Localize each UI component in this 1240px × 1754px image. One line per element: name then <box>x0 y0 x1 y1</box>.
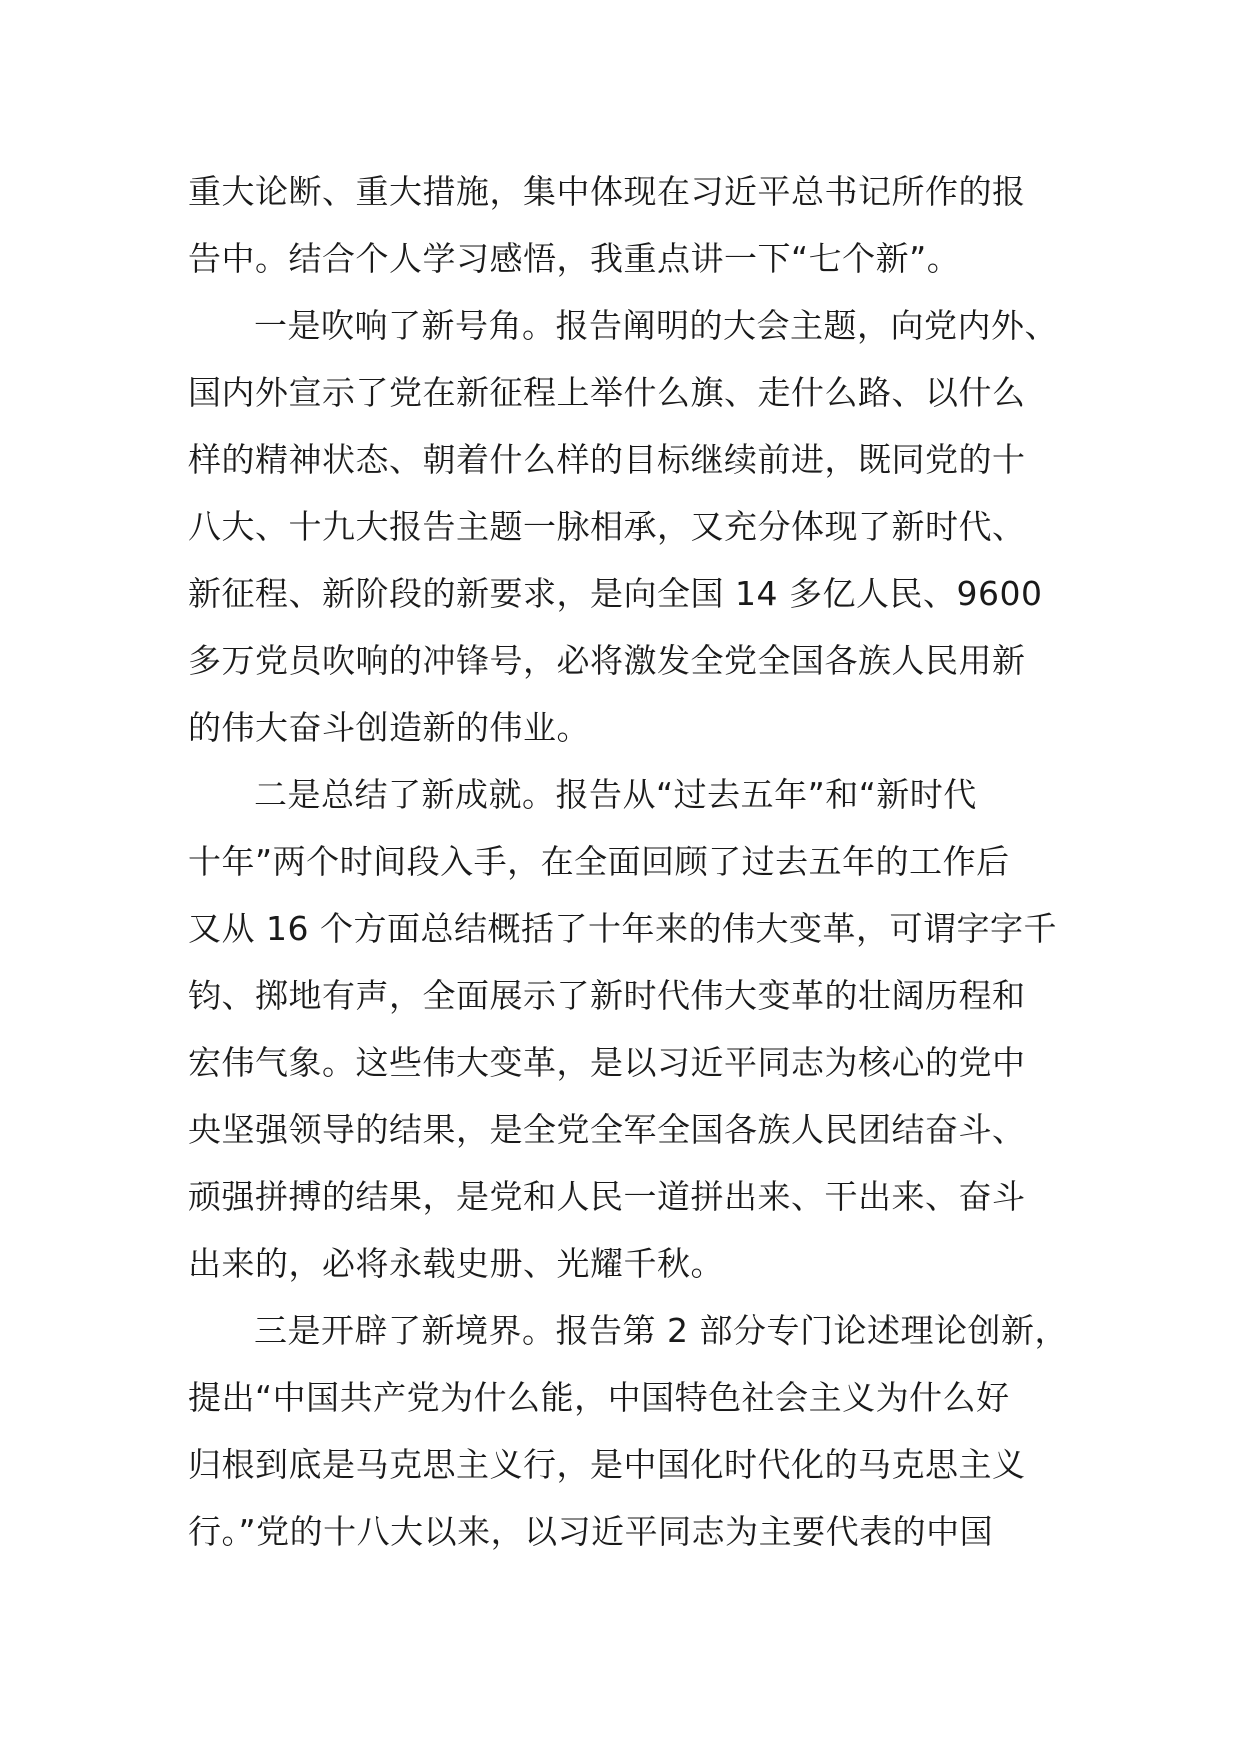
text-line: 顽强拼搏的结果，是党和人民一道拼出来、干出来、奋斗 <box>188 1177 1026 1216</box>
text-line: 出来的，必将永载史册、光耀千秋。 <box>188 1244 724 1283</box>
text-line: 钧、掷地有声，全面展示了新时代伟大变革的壮阔历程和 <box>188 976 1026 1015</box>
text-line: 行。”党的十八大以来，以习近平同志为主要代表的中国 <box>188 1512 994 1551</box>
text-line: 央坚强领导的结果，是全党全军全国各族人民团结奋斗、 <box>188 1110 1026 1149</box>
paragraph-start-line: 二是总结了新成就。报告从“过去五年”和“新时代 <box>254 775 977 814</box>
text-line: 重大论断、重大措施，集中体现在习近平总书记所作的报 <box>188 172 1026 211</box>
text-line: 新征程、新阶段的新要求，是向全国 14 多亿人民、9600 <box>188 574 1043 613</box>
text-line: 样的精神状态、朝着什么样的目标继续前进，既同党的十 <box>188 440 1026 479</box>
text-line: 十年”两个时间段入手，在全面回顾了过去五年的工作后 <box>188 842 1010 881</box>
text-line: 八大、十九大报告主题一脉相承，又充分体现了新时代、 <box>188 507 1026 546</box>
text-line: 多万党员吹响的冲锋号，必将激发全党全国各族人民用新 <box>188 641 1026 680</box>
text-line: 国内外宣示了党在新征程上举什么旗、走什么路、以什么 <box>188 373 1026 412</box>
text-line: 告中。结合个人学习感悟，我重点讲一下“七个新”。 <box>188 239 961 278</box>
text-line: 宏伟气象。这些伟大变革，是以习近平同志为核心的党中 <box>188 1043 1026 1082</box>
text-line: 的伟大奋斗创造新的伟业。 <box>188 708 590 747</box>
text-line: 又从 16 个方面总结概括了十年来的伟大变革，可谓字字千 <box>188 909 1057 948</box>
paragraph-start-line: 三是开辟了新境界。报告第 2 部分专门论述理论创新， <box>254 1311 1068 1350</box>
text-line: 归根到底是马克思主义行，是中国化时代化的马克思主义 <box>188 1445 1026 1484</box>
paragraph-start-line: 一是吹响了新号角。报告阐明的大会主题，向党内外、 <box>254 306 1058 345</box>
body-text <box>188 158 1068 1565</box>
text-line: 提出“中国共产党为什么能，中国特色社会主义为什么好 <box>188 1378 1010 1417</box>
